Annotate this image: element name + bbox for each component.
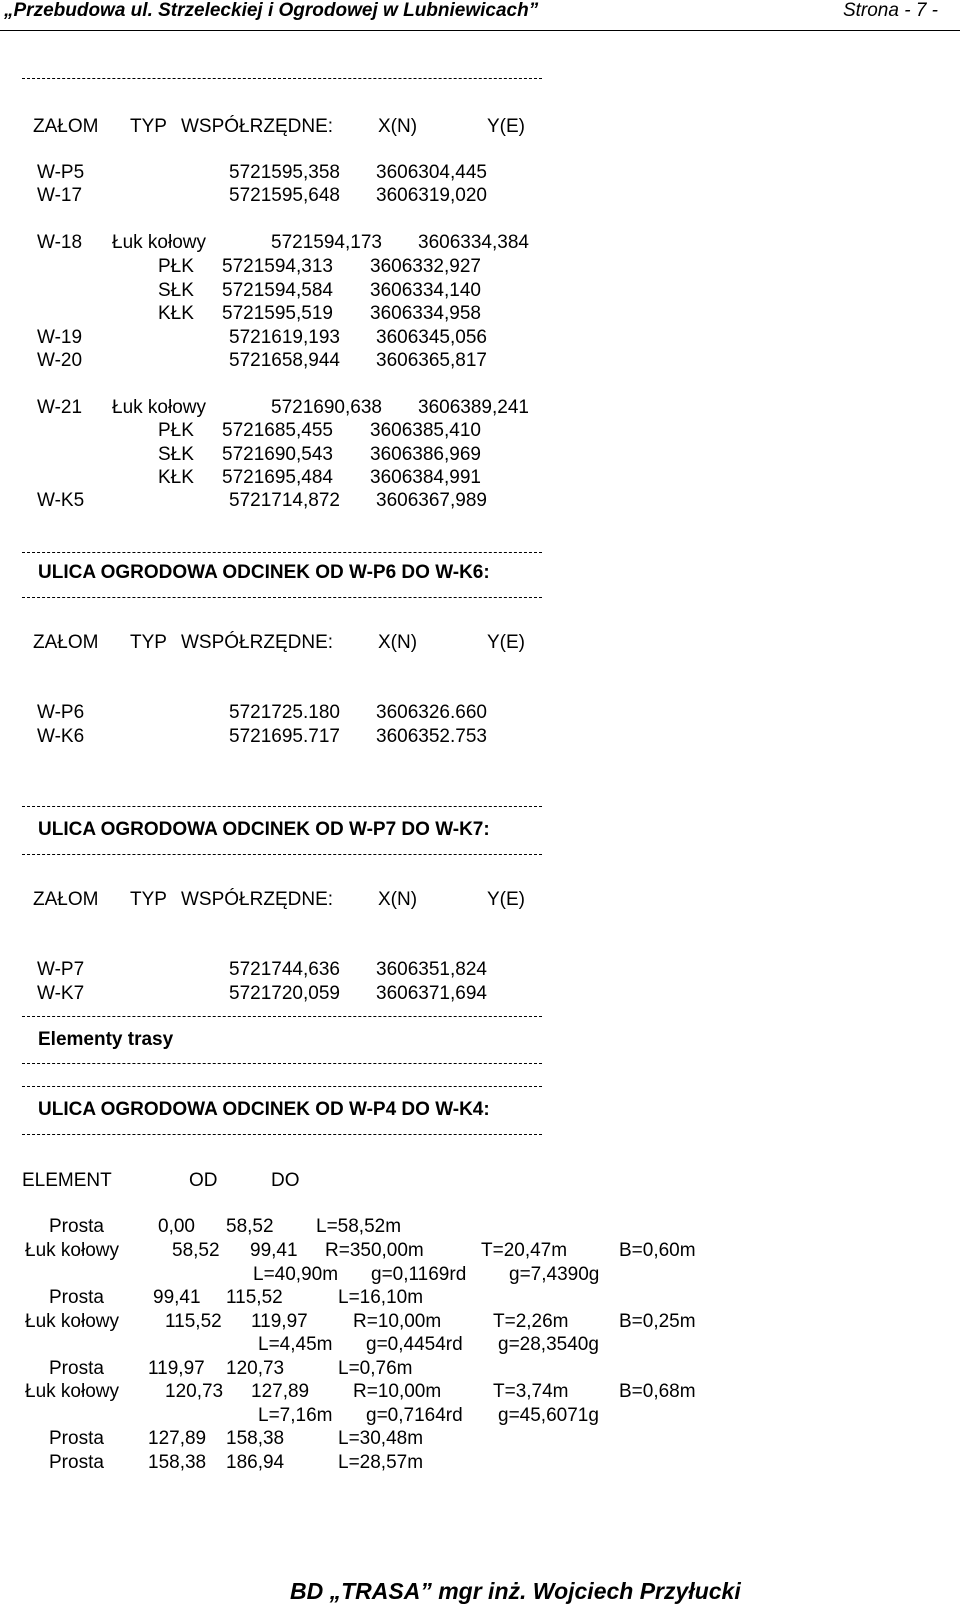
point-name: W-21 bbox=[37, 397, 83, 418]
point-type: PŁK bbox=[158, 420, 194, 441]
dashed-divider bbox=[22, 806, 542, 807]
coord-x: 5721594,584 bbox=[222, 280, 333, 301]
coord-y: 3606334,140 bbox=[370, 280, 481, 301]
coord-y: 3606389,241 bbox=[418, 397, 529, 418]
arc-radius: R=10,00m bbox=[353, 1381, 442, 1402]
coord-x: 5721690,638 bbox=[271, 397, 382, 418]
dashed-divider bbox=[22, 854, 542, 855]
col-y: Y(E) bbox=[487, 889, 525, 910]
col-typ: TYP bbox=[130, 116, 167, 137]
arc-bisector: B=0,68m bbox=[619, 1381, 696, 1402]
col-zalom: ZAŁOM bbox=[33, 889, 99, 910]
point-type: Łuk kołowy bbox=[112, 397, 206, 418]
station-to: 158,38 bbox=[226, 1428, 285, 1449]
station-to: 186,94 bbox=[226, 1452, 285, 1473]
point-type: SŁK bbox=[158, 280, 194, 301]
coord-x: 5721695.717 bbox=[229, 726, 340, 747]
page-number: Strona - 7 - bbox=[842, 0, 938, 21]
element-type: Łuk kołowy bbox=[25, 1381, 119, 1402]
col-typ: TYP bbox=[130, 632, 167, 653]
col-zalom: ZAŁOM bbox=[33, 116, 99, 137]
coord-x: 5721595,519 bbox=[222, 303, 333, 324]
point-name: W-19 bbox=[37, 327, 83, 348]
dashed-divider bbox=[22, 1063, 542, 1064]
element-length: L=58,52m bbox=[316, 1216, 402, 1237]
point-name: W-K7 bbox=[37, 983, 85, 1004]
point-type: SŁK bbox=[158, 444, 194, 465]
dashed-divider bbox=[22, 1086, 542, 1087]
arc-tangent: T=20,47m bbox=[481, 1240, 568, 1261]
point-name: W-17 bbox=[37, 185, 83, 206]
col-wsp: WSPÓŁRZĘDNE: bbox=[181, 632, 334, 653]
col-typ: TYP bbox=[130, 889, 167, 910]
coord-x: 5721594,313 bbox=[222, 256, 333, 277]
col-x: X(N) bbox=[378, 116, 418, 137]
station-to: 120,73 bbox=[226, 1358, 285, 1379]
coord-y: 3606365,817 bbox=[376, 350, 487, 371]
point-type: KŁK bbox=[158, 467, 194, 488]
coord-x: 5721595,358 bbox=[229, 162, 340, 183]
station-to: 58,52 bbox=[226, 1216, 274, 1237]
coord-x: 5721714,872 bbox=[229, 490, 340, 511]
coord-x: 5721744,636 bbox=[229, 959, 340, 980]
header-rule bbox=[0, 30, 960, 31]
station-from: 58,52 bbox=[172, 1240, 220, 1261]
coord-x: 5721594,173 bbox=[271, 232, 382, 253]
element-type: Prosta bbox=[49, 1358, 104, 1379]
section2-title: ULICA OGRODOWA ODCINEK OD W-P6 DO W-K6: bbox=[38, 562, 490, 583]
coord-y: 3606334,958 bbox=[370, 303, 481, 324]
element-type: Prosta bbox=[49, 1287, 104, 1308]
coord-x: 5721658,944 bbox=[229, 350, 340, 371]
coord-y: 3606345,056 bbox=[376, 327, 487, 348]
coord-x: 5721595,648 bbox=[229, 185, 340, 206]
col-zalom: ZAŁOM bbox=[33, 632, 99, 653]
arc-tangent: T=2,26m bbox=[493, 1311, 569, 1332]
arc-angle-rad: g=0,1169rd bbox=[371, 1264, 467, 1285]
coord-y: 3606326.660 bbox=[376, 702, 487, 723]
arc-angle-rad: g=0,4454rd bbox=[366, 1334, 463, 1355]
station-from: 158,38 bbox=[148, 1452, 207, 1473]
element-length: L=0,76m bbox=[338, 1358, 413, 1379]
point-type: PŁK bbox=[158, 256, 194, 277]
coord-y: 3606371,694 bbox=[376, 983, 487, 1004]
section3-title: ULICA OGRODOWA ODCINEK OD W-P7 DO W-K7: bbox=[38, 819, 490, 840]
element-type: Prosta bbox=[49, 1452, 104, 1473]
station-from: 127,89 bbox=[148, 1428, 207, 1449]
coord-x: 5721725.180 bbox=[229, 702, 340, 723]
point-name: W-20 bbox=[37, 350, 83, 371]
station-from: 119,97 bbox=[148, 1358, 205, 1379]
coord-y: 3606367,989 bbox=[376, 490, 487, 511]
elements-heading: Elementy trasy bbox=[38, 1029, 174, 1050]
coord-y: 3606386,969 bbox=[370, 444, 481, 465]
col-y: Y(E) bbox=[487, 116, 525, 137]
point-type: Łuk kołowy bbox=[112, 232, 206, 253]
col-x: X(N) bbox=[378, 889, 418, 910]
element-length: L=30,48m bbox=[338, 1428, 424, 1449]
col-y: Y(E) bbox=[487, 632, 525, 653]
footer-author: BD „TRASA” mgr inż. Wojciech Przyłucki bbox=[290, 1578, 741, 1604]
station-from: 0,00 bbox=[158, 1216, 195, 1237]
point-name: W-P5 bbox=[37, 162, 85, 183]
coord-y: 3606304,445 bbox=[376, 162, 487, 183]
station-to: 119,97 bbox=[251, 1311, 308, 1332]
point-name: W-K6 bbox=[37, 726, 85, 747]
arc-radius: R=10,00m bbox=[353, 1311, 442, 1332]
station-to: 115,52 bbox=[226, 1287, 283, 1308]
arc-bisector: B=0,25m bbox=[619, 1311, 696, 1332]
arc-angle-grad: g=28,3540g bbox=[498, 1334, 599, 1355]
element-type: Prosta bbox=[49, 1216, 104, 1237]
dashed-divider bbox=[22, 78, 542, 79]
arc-angle-grad: g=45,6071g bbox=[498, 1405, 599, 1426]
element-length: L=28,57m bbox=[338, 1452, 424, 1473]
station-from: 120,73 bbox=[165, 1381, 224, 1402]
coord-x: 5721720,059 bbox=[229, 983, 340, 1004]
arc-tangent: T=3,74m bbox=[493, 1381, 569, 1402]
col-wsp: WSPÓŁRZĘDNE: bbox=[181, 116, 334, 137]
col-element: ELEMENT bbox=[22, 1170, 112, 1191]
coord-x: 5721690,543 bbox=[222, 444, 333, 465]
arc-bisector: B=0,60m bbox=[619, 1240, 696, 1261]
element-type: Prosta bbox=[49, 1428, 104, 1449]
station-from: 99,41 bbox=[153, 1287, 201, 1308]
document-title: „Przebudowa ul. Strzeleckiej i Ogrodowej w Lubniewicach” bbox=[4, 0, 539, 21]
dashed-divider bbox=[22, 1134, 542, 1135]
arc-length: L=4,45m bbox=[258, 1334, 333, 1355]
coord-y: 3606385,410 bbox=[370, 420, 481, 441]
station-to: 99,41 bbox=[250, 1240, 298, 1261]
point-type: KŁK bbox=[158, 303, 194, 324]
col-od: OD bbox=[189, 1170, 218, 1191]
station-from: 115,52 bbox=[165, 1311, 222, 1332]
coord-y: 3606352.753 bbox=[376, 726, 487, 747]
arc-angle-rad: g=0,7164rd bbox=[366, 1405, 463, 1426]
element-length: L=16,10m bbox=[338, 1287, 424, 1308]
arc-length: L=7,16m bbox=[258, 1405, 333, 1426]
dashed-divider bbox=[22, 597, 542, 598]
point-name: W-P7 bbox=[37, 959, 85, 980]
coord-x: 5721695,484 bbox=[222, 467, 333, 488]
elements-title: ULICA OGRODOWA ODCINEK OD W-P4 DO W-K4: bbox=[38, 1099, 490, 1120]
coord-x: 5721619,193 bbox=[229, 327, 340, 348]
coord-y: 3606332,927 bbox=[370, 256, 481, 277]
col-x: X(N) bbox=[378, 632, 418, 653]
station-to: 127,89 bbox=[251, 1381, 310, 1402]
coord-y: 3606334,384 bbox=[418, 232, 529, 253]
point-name: W-P6 bbox=[37, 702, 85, 723]
point-name: W-K5 bbox=[37, 490, 85, 511]
dashed-divider bbox=[22, 552, 542, 553]
coord-y: 3606384,991 bbox=[370, 467, 481, 488]
arc-angle-grad: g=7,4390g bbox=[509, 1264, 600, 1285]
col-wsp: WSPÓŁRZĘDNE: bbox=[181, 889, 334, 910]
coord-y: 3606319,020 bbox=[376, 185, 487, 206]
arc-length: L=40,90m bbox=[253, 1264, 339, 1285]
coord-y: 3606351,824 bbox=[376, 959, 487, 980]
arc-radius: R=350,00m bbox=[325, 1240, 424, 1261]
dashed-divider bbox=[22, 1016, 542, 1017]
point-name: W-18 bbox=[37, 232, 83, 253]
coord-x: 5721685,455 bbox=[222, 420, 333, 441]
element-type: Łuk kołowy bbox=[25, 1311, 119, 1332]
col-do: DO bbox=[271, 1170, 300, 1191]
element-type: Łuk kołowy bbox=[25, 1240, 119, 1261]
